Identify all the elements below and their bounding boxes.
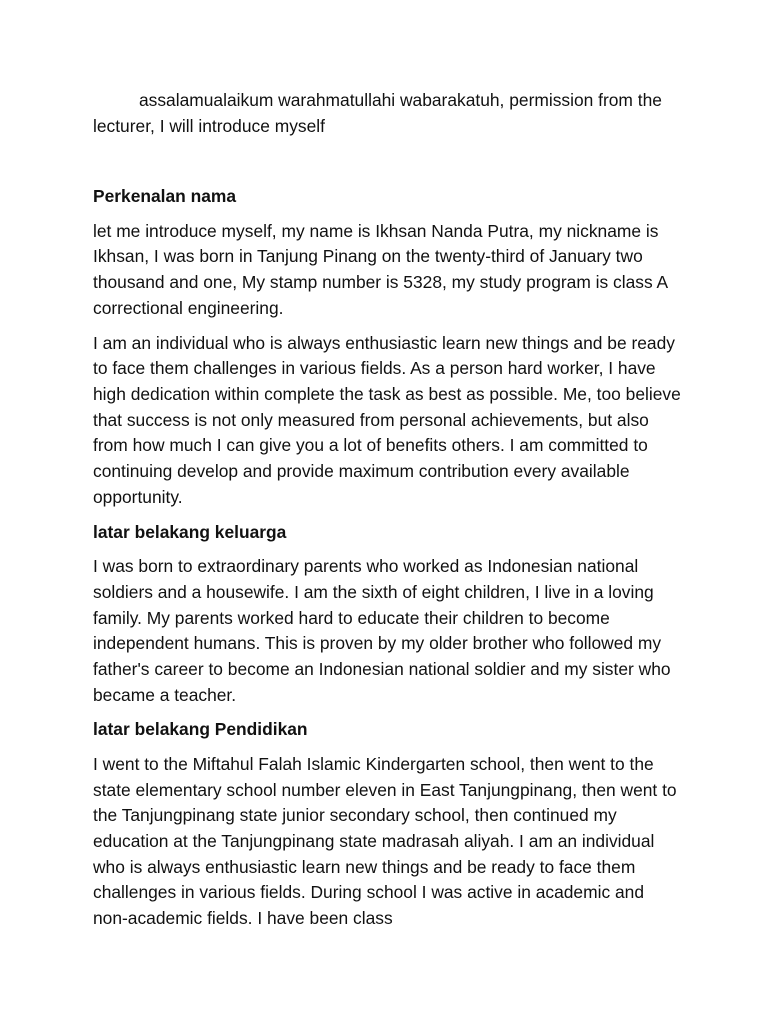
section-heading-education-background: latar belakang Pendidikan <box>93 719 308 740</box>
document-page <box>93 88 683 932</box>
paragraph-education-background: I went to the Miftahul Falah Islamic Kindergarten school, then went to the state elementary school number eleven in East Tanjungpinang, then went to the Tanjungpinang state junior secondary school, then continued my education at the Tanjungpinang state madrasah aliyah. I am an individual who is always enthusiastic learn new things and be ready to face them challenges in various fields. During school I was active in academic and non-academic fields. I have been class <box>93 753 677 929</box>
paragraph-name-introduction: let me introduce myself, my name is Ikhsan Nanda Putra, my nickname is Ikhsan, I was born in Tanjung Pinang on the twenty-third of January two thousand and one, My stamp number is 5328, my study program is class A correctional engineering. <box>93 220 668 318</box>
paragraph-personality: I am an individual who is always enthusiastic learn new things and be ready to face them challenges in various fields. As a person hard worker, I have high dedication within complete the task as best as possible. Me, too believe that success is not only measured from personal achievements, but also from how much I can give you a lot of benefits others. I am committed to continuing develop and provide maximum contribution every available opportunity. <box>93 332 681 507</box>
intro-paragraph: assalamualaikum warahmatullahi wabarakatuh, permission from the lecturer, I will introduce myself <box>93 90 662 136</box>
section-heading-family-background: latar belakang keluarga <box>93 521 287 542</box>
section-heading-name-introduction: Perkenalan nama <box>93 186 237 207</box>
paragraph-family-background: I was born to extraordinary parents who worked as Indonesian national soldiers and a housewife. I am the sixth of eight children, I live in a loving family. My parents worked hard to educate their children to become independent humans. This is proven by my older brother who followed my father's career to become an Indonesian national soldier and my sister who became a teacher. <box>93 556 671 705</box>
